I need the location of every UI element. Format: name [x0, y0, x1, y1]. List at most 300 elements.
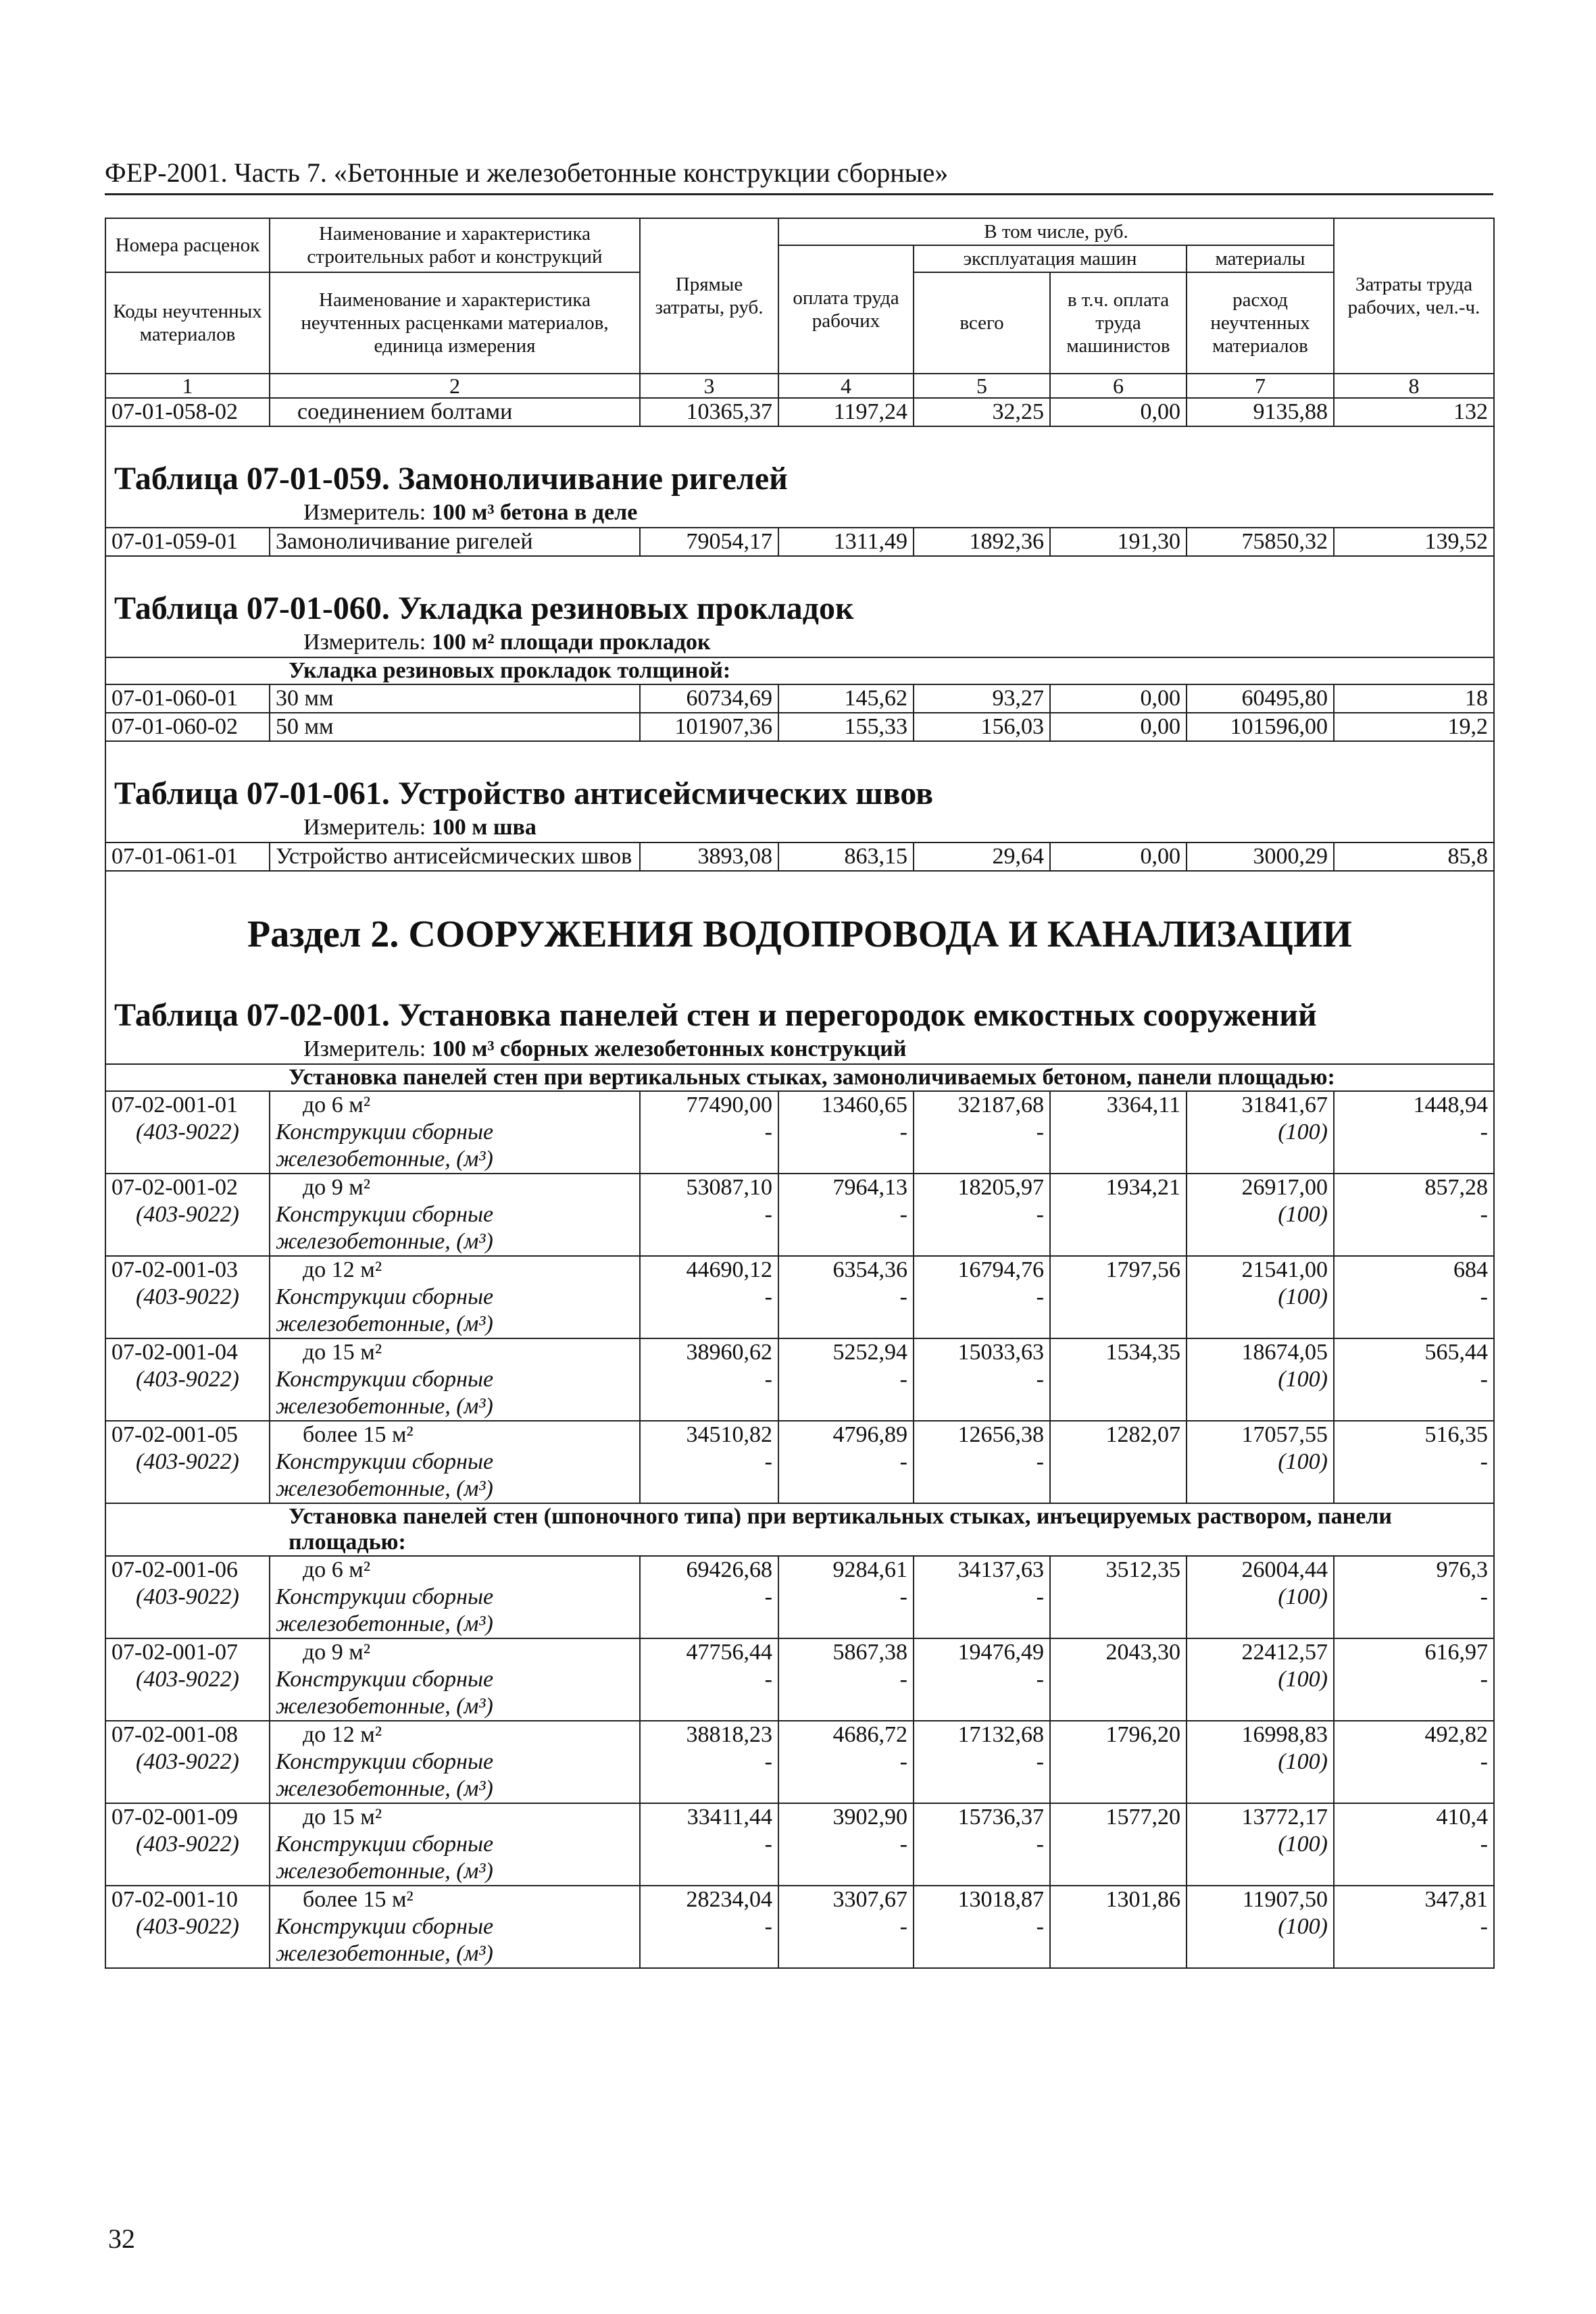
value: 13772,17	[1241, 1805, 1328, 1830]
table-row	[105, 684, 1494, 713]
work-name-cell	[270, 1556, 640, 1638]
rate-code-cell	[105, 1803, 270, 1886]
value-cell	[1050, 1721, 1187, 1803]
material-name: Конструкции сборные железобетонные, (м³)	[276, 1449, 494, 1501]
value-cell: 101596,00	[1187, 713, 1334, 741]
rate-code: 07-02-001-07	[111, 1640, 238, 1665]
value-cell: 75850,32	[1187, 528, 1334, 556]
value-cell	[914, 1721, 1050, 1803]
value: 26917,00	[1241, 1175, 1328, 1200]
value-cell: 9135,88	[1187, 398, 1334, 426]
value-cell	[1050, 1638, 1187, 1721]
value-cell: 0,00	[1050, 684, 1187, 713]
value: 19476,49	[957, 1640, 1044, 1665]
header-machines-total: всего	[914, 272, 1050, 374]
dash: -	[899, 1449, 907, 1474]
value: 347,81	[1424, 1887, 1488, 1912]
value: 13460,65	[821, 1092, 907, 1117]
value-cell	[778, 1091, 914, 1174]
value-cell: 19,2	[1334, 713, 1494, 741]
value: 1448,94	[1413, 1092, 1488, 1117]
measure-cell	[105, 813, 1494, 842]
value-cell	[1050, 1556, 1187, 1638]
value: 17132,68	[957, 1722, 1044, 1747]
measure-cell	[105, 499, 1494, 528]
work-name: соединением болтами	[270, 398, 640, 426]
value-cell	[1334, 1886, 1494, 1968]
value-cell	[1334, 1803, 1494, 1886]
value-cell: 0,00	[1050, 842, 1187, 871]
measure-row	[105, 1035, 1494, 1064]
table-row	[105, 1721, 1494, 1803]
value: 17057,55	[1241, 1422, 1328, 1447]
table-title-row	[105, 741, 1494, 813]
value-cell: 10365,37	[640, 398, 778, 426]
value: 13018,87	[957, 1887, 1044, 1912]
value: 28234,04	[686, 1887, 772, 1912]
value-cell: 191,30	[1050, 528, 1187, 556]
material-code: (403-9022)	[136, 1449, 239, 1474]
value: 7964,13	[832, 1175, 907, 1200]
value-cell	[914, 1421, 1050, 1503]
value: 1934,21	[1105, 1175, 1180, 1200]
value-cell	[1334, 1256, 1494, 1338]
value: 69426,68	[686, 1557, 772, 1582]
dash: -	[899, 1284, 907, 1309]
rate-code: 07-02-001-01	[111, 1092, 238, 1117]
value: 47756,44	[686, 1640, 772, 1665]
table-row	[105, 842, 1494, 871]
value-cell: 85,8	[1334, 842, 1494, 871]
header-worker-pay: оплата труда рабочих	[778, 245, 914, 374]
material-name: Конструкции сборные железобетонные, (м³)	[276, 1284, 494, 1336]
dash: -	[764, 1284, 772, 1309]
rate-code-cell	[105, 1638, 270, 1721]
dash: -	[1036, 1584, 1044, 1609]
value-cell	[778, 1256, 914, 1338]
material-code: (403-9022)	[136, 1367, 239, 1392]
measure-cell	[105, 1035, 1494, 1064]
value: 5867,38	[832, 1640, 907, 1665]
material-code: (403-9022)	[136, 1667, 239, 1692]
dash: -	[764, 1584, 772, 1609]
rate-code: 07-02-001-08	[111, 1722, 238, 1747]
header-material-codes: Коды неучтенных материалов	[105, 272, 270, 374]
table-row	[105, 1638, 1494, 1721]
value-cell	[1334, 1556, 1494, 1638]
table-header	[105, 218, 1494, 398]
dash: -	[899, 1667, 907, 1692]
value: 38960,62	[686, 1340, 772, 1365]
header-material-consumption: расход неучтенных материалов	[1187, 272, 1334, 374]
value-cell: 1892,36	[914, 528, 1050, 556]
work-name-cell	[270, 1638, 640, 1721]
value: 15033,63	[957, 1340, 1044, 1365]
value-cell	[914, 1174, 1050, 1256]
group-title: Установка панелей стен (шпоночного типа) при вертикальных стыках, инъецируемых раствором, панели площадью:	[105, 1503, 1494, 1556]
value-cell: 32,25	[914, 398, 1050, 426]
value-cell	[778, 1421, 914, 1503]
table-title: Таблица 07-01-060. Укладка резиновых прокладок	[105, 556, 1494, 628]
material-name: Конструкции сборные железобетонные, (м³)	[276, 1584, 494, 1636]
value: 18205,97	[957, 1175, 1044, 1200]
measure-label: Измеритель:	[303, 815, 426, 840]
value: 22412,57	[1241, 1640, 1328, 1665]
column-index-cell: 4	[778, 374, 914, 398]
material-amount: (100)	[1278, 1832, 1328, 1857]
value-cell	[914, 1338, 1050, 1421]
measure-label: Измеритель:	[303, 1036, 426, 1061]
header-materials: материалы	[1187, 245, 1334, 272]
work-name: Устройство антисейсмических швов	[270, 842, 640, 871]
material-amount: (100)	[1278, 1667, 1328, 1692]
value-cell: 60734,69	[640, 684, 778, 713]
column-index-row	[105, 374, 1494, 398]
value-cell: 3000,29	[1187, 842, 1334, 871]
work-name: до 9 м²	[303, 1175, 371, 1200]
dash: -	[1480, 1120, 1488, 1145]
value-cell	[640, 1256, 778, 1338]
section-title: Раздел 2. СООРУЖЕНИЯ ВОДОПРОВОДА И КАНАЛИЗАЦИИ	[105, 871, 1494, 963]
value-cell	[778, 1803, 914, 1886]
value: 33411,44	[687, 1805, 772, 1830]
value: 565,44	[1424, 1340, 1488, 1365]
value: 1577,20	[1105, 1805, 1180, 1830]
material-amount: (100)	[1278, 1584, 1328, 1609]
work-name: Замоноличивание ригелей	[270, 528, 640, 556]
material-amount: (100)	[1278, 1914, 1328, 1939]
table-row	[105, 1091, 1494, 1174]
table-row	[105, 528, 1494, 556]
column-index-cell: 1	[105, 374, 270, 398]
value-cell: 101907,36	[640, 713, 778, 741]
value: 16998,83	[1241, 1722, 1328, 1747]
column-index-cell: 3	[640, 374, 778, 398]
value-cell	[1050, 1803, 1187, 1886]
page-header: ФЕР-2001. Часть 7. «Бетонные и железобетонные конструкции сборные»	[105, 157, 1493, 195]
table-row	[105, 1556, 1494, 1638]
value-cell	[640, 1174, 778, 1256]
rate-code-cell	[105, 1338, 270, 1421]
work-name: до 15 м²	[303, 1805, 382, 1830]
value: 53087,10	[686, 1175, 772, 1200]
dash: -	[1480, 1284, 1488, 1309]
measure-value: 100 м шва	[431, 815, 537, 840]
measure-row	[105, 813, 1494, 842]
work-name: до 9 м²	[303, 1640, 371, 1665]
value-cell: 156,03	[914, 713, 1050, 741]
rate-code: 07-02-001-03	[111, 1257, 238, 1282]
value: 410,4	[1436, 1805, 1488, 1830]
work-name: 30 мм	[270, 684, 640, 713]
work-name: до 15 м²	[303, 1340, 382, 1365]
value-cell	[640, 1091, 778, 1174]
material-amount: (100)	[1278, 1202, 1328, 1227]
value-cell	[914, 1256, 1050, 1338]
dash: -	[1036, 1202, 1044, 1227]
material-code: (403-9022)	[136, 1832, 239, 1857]
dash: -	[899, 1832, 907, 1857]
value: 1301,86	[1105, 1887, 1180, 1912]
value: 857,28	[1424, 1175, 1488, 1200]
header-machines: эксплуатация машин	[914, 245, 1187, 272]
table-title: Таблица 07-02-001. Установка панелей стен и перегородок емкостных сооружений	[105, 963, 1494, 1035]
value-cell	[1187, 1174, 1334, 1256]
value-cell	[640, 1803, 778, 1886]
measure-value: 100 м² площади прокладок	[431, 630, 711, 655]
value: 44690,12	[686, 1257, 772, 1282]
value-cell	[778, 1638, 914, 1721]
measure-row	[105, 628, 1494, 657]
work-name: 50 мм	[270, 713, 640, 741]
material-code: (403-9022)	[136, 1749, 239, 1774]
value-cell	[778, 1338, 914, 1421]
rate-code: 07-02-001-05	[111, 1422, 238, 1447]
work-name-cell	[270, 1721, 640, 1803]
dash: -	[764, 1667, 772, 1692]
material-code: (403-9022)	[136, 1120, 239, 1145]
rate-code-cell	[105, 1091, 270, 1174]
rate-code: 07-02-001-10	[111, 1887, 238, 1912]
value-cell	[1187, 1556, 1334, 1638]
table-row	[105, 1338, 1494, 1421]
work-name-cell	[270, 1421, 640, 1503]
value-cell	[1050, 1886, 1187, 1968]
material-amount: (100)	[1278, 1449, 1328, 1474]
value-cell	[778, 1721, 914, 1803]
value-cell	[1187, 1091, 1334, 1174]
group-title: Установка панелей стен при вертикальных стыках, замоноличиваемых бетоном, панели площадью:	[105, 1064, 1494, 1091]
value: 31841,67	[1241, 1092, 1328, 1117]
value-cell	[640, 1638, 778, 1721]
dash: -	[899, 1120, 907, 1145]
value-cell: 29,64	[914, 842, 1050, 871]
value-cell	[1050, 1256, 1187, 1338]
value-cell	[1334, 1091, 1494, 1174]
material-code: (403-9022)	[136, 1584, 239, 1609]
material-amount: (100)	[1278, 1284, 1328, 1309]
material-code: (403-9022)	[136, 1202, 239, 1227]
value-cell	[640, 1338, 778, 1421]
material-name: Конструкции сборные железобетонные, (м³)	[276, 1667, 494, 1719]
value: 1796,20	[1105, 1722, 1180, 1747]
dash: -	[1480, 1449, 1488, 1474]
material-name: Конструкции сборные железобетонные, (м³)	[276, 1749, 494, 1801]
dash: -	[1036, 1667, 1044, 1692]
dash: -	[764, 1749, 772, 1774]
value-cell	[1187, 1338, 1334, 1421]
material-name: Конструкции сборные железобетонные, (м³)	[276, 1367, 494, 1419]
work-name: более 15 м²	[303, 1887, 414, 1912]
rates-table	[105, 218, 1495, 1969]
value-cell	[1187, 1803, 1334, 1886]
dash: -	[1036, 1749, 1044, 1774]
value: 976,3	[1436, 1557, 1488, 1582]
value-cell: 145,62	[778, 684, 914, 713]
value: 12656,38	[957, 1422, 1044, 1447]
work-name-cell	[270, 1091, 640, 1174]
group-row	[105, 657, 1494, 684]
value: 3364,11	[1106, 1092, 1180, 1117]
material-name: Конструкции сборные железобетонные, (м³)	[276, 1202, 494, 1254]
header-labor-hours: Затраты труда рабочих, чел.-ч.	[1334, 218, 1494, 374]
table-title-row	[105, 426, 1494, 499]
rate-code-cell	[105, 1556, 270, 1638]
rate-code-cell	[105, 1421, 270, 1503]
value: 34137,63	[957, 1557, 1044, 1582]
header-including: В том числе, руб.	[778, 218, 1334, 245]
value: 26004,44	[1241, 1557, 1328, 1582]
table-row	[105, 1803, 1494, 1886]
dash: -	[899, 1749, 907, 1774]
dash: -	[899, 1202, 907, 1227]
value: 16794,76	[957, 1257, 1044, 1282]
value: 15736,37	[957, 1805, 1044, 1830]
value-cell	[1187, 1886, 1334, 1968]
value: 6354,36	[832, 1257, 907, 1282]
dash: -	[1480, 1202, 1488, 1227]
work-name: до 6 м²	[303, 1092, 371, 1117]
dash: -	[1036, 1367, 1044, 1392]
work-name: до 12 м²	[303, 1257, 382, 1282]
value: 3902,90	[832, 1805, 907, 1830]
table-title-row	[105, 963, 1494, 1035]
dash: -	[764, 1120, 772, 1145]
column-index-cell: 7	[1187, 374, 1334, 398]
value-cell	[1050, 1091, 1187, 1174]
value-cell	[640, 1556, 778, 1638]
work-name-cell	[270, 1338, 640, 1421]
value-cell	[640, 1721, 778, 1803]
material-code: (403-9022)	[136, 1914, 239, 1939]
dash: -	[1036, 1284, 1044, 1309]
rate-code: 07-01-061-01	[105, 842, 270, 871]
dash: -	[899, 1584, 907, 1609]
dash: -	[1480, 1832, 1488, 1857]
value-cell: 1197,24	[778, 398, 914, 426]
group-row	[105, 1503, 1494, 1556]
dash: -	[764, 1832, 772, 1857]
value: 9284,61	[832, 1557, 907, 1582]
header-work-name: Наименование и характеристика строительных работ и конструкций	[270, 218, 640, 272]
measure-cell	[105, 628, 1494, 657]
value-cell	[778, 1174, 914, 1256]
value-cell	[1187, 1421, 1334, 1503]
table-row	[105, 1886, 1494, 1968]
value-cell: 155,33	[778, 713, 914, 741]
table-row	[105, 398, 1494, 426]
first-row-body	[105, 398, 1494, 426]
material-name: Конструкции сборные железобетонные, (м³)	[276, 1832, 494, 1884]
value: 616,97	[1424, 1640, 1488, 1665]
measure-row	[105, 499, 1494, 528]
rate-code: 07-01-059-01	[105, 528, 270, 556]
value-cell: 60495,80	[1187, 684, 1334, 713]
value: 77490,00	[686, 1092, 772, 1117]
dash: -	[1480, 1584, 1488, 1609]
group-row	[105, 1064, 1494, 1091]
table-row	[105, 713, 1494, 741]
value: 21541,00	[1241, 1257, 1328, 1282]
header-material-names: Наименование и характеристика неучтенных расценками материалов, единица измерения	[270, 272, 640, 374]
section-body	[105, 871, 1494, 963]
dash: -	[899, 1914, 907, 1939]
dash: -	[1036, 1832, 1044, 1857]
value-cell	[1334, 1721, 1494, 1803]
value-cell	[1050, 1338, 1187, 1421]
dash: -	[1480, 1914, 1488, 1939]
rate-code: 07-02-001-09	[111, 1805, 238, 1830]
work-name-cell	[270, 1174, 640, 1256]
value-cell	[1334, 1174, 1494, 1256]
value: 32187,68	[957, 1092, 1044, 1117]
material-amount: (100)	[1278, 1120, 1328, 1145]
value: 2043,30	[1105, 1640, 1180, 1665]
value: 3512,35	[1105, 1557, 1180, 1582]
value-cell	[1334, 1421, 1494, 1503]
work-name-cell	[270, 1803, 640, 1886]
dash: -	[764, 1914, 772, 1939]
work-name-cell	[270, 1886, 640, 1968]
value-cell: 93,27	[914, 684, 1050, 713]
rate-code-cell	[105, 1256, 270, 1338]
value: 38818,23	[686, 1722, 772, 1747]
value-cell	[914, 1803, 1050, 1886]
value-cell	[640, 1421, 778, 1503]
table-row	[105, 1421, 1494, 1503]
value-cell	[1187, 1256, 1334, 1338]
work-name: до 6 м²	[303, 1557, 371, 1582]
rate-code: 07-02-001-04	[111, 1340, 238, 1365]
value-cell	[778, 1556, 914, 1638]
value-cell	[914, 1638, 1050, 1721]
dash: -	[764, 1449, 772, 1474]
value: 492,82	[1424, 1722, 1488, 1747]
dash: -	[1036, 1914, 1044, 1939]
value: 5252,94	[832, 1340, 907, 1365]
measure-label: Измеритель:	[303, 630, 426, 655]
value-cell	[640, 1886, 778, 1968]
material-name: Конструкции сборные железобетонные, (м³)	[276, 1914, 494, 1966]
dash: -	[1036, 1120, 1044, 1145]
table-title-row	[105, 556, 1494, 628]
header-machinist-pay: в т.ч. оплата труда машинистов	[1050, 272, 1187, 374]
value: 4686,72	[832, 1722, 907, 1747]
rate-code-cell	[105, 1886, 270, 1968]
value: 516,35	[1424, 1422, 1488, 1447]
value-cell: 1311,49	[778, 528, 914, 556]
dash: -	[1480, 1667, 1488, 1692]
work-name: до 12 м²	[303, 1722, 382, 1747]
table-title: Таблица 07-01-061. Устройство антисейсмических швов	[105, 741, 1494, 813]
rate-code: 07-02-001-02	[111, 1175, 238, 1200]
rate-code: 07-01-060-02	[105, 713, 270, 741]
dash: -	[764, 1367, 772, 1392]
value-cell: 18	[1334, 684, 1494, 713]
rate-code: 07-01-058-02	[105, 398, 270, 426]
page-number: 32	[108, 2223, 135, 2254]
dash: -	[1480, 1367, 1488, 1392]
material-name: Конструкции сборные железобетонные, (м³)	[276, 1120, 494, 1172]
dash: -	[1036, 1449, 1044, 1474]
value-cell	[1334, 1638, 1494, 1721]
dash: -	[899, 1367, 907, 1392]
material-amount: (100)	[1278, 1367, 1328, 1392]
value-cell	[1334, 1338, 1494, 1421]
value-cell: 3893,08	[640, 842, 778, 871]
value-cell	[914, 1556, 1050, 1638]
table-title: Таблица 07-01-059. Замоноличивание ригелей	[105, 426, 1494, 499]
